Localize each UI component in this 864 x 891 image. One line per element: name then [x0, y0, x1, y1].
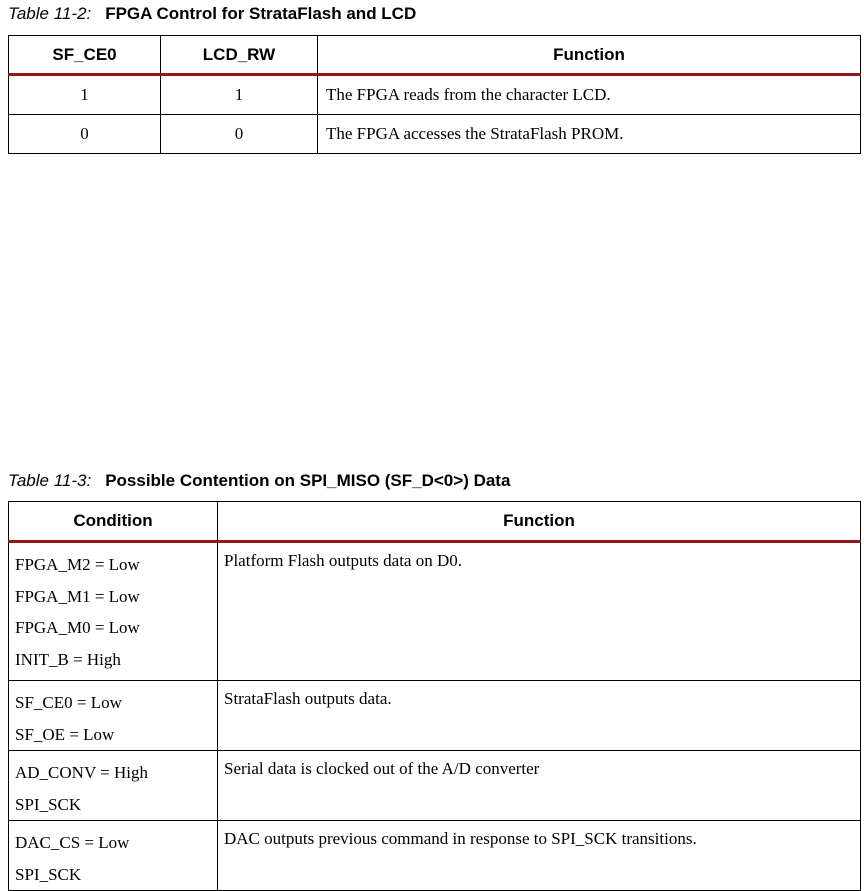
spi-contention-table — [8, 501, 861, 891]
table-header-row — [9, 36, 861, 75]
cell-condition — [9, 542, 218, 681]
table-header-row — [9, 502, 861, 542]
column-header-function: Function — [218, 502, 861, 542]
table-row — [9, 542, 861, 681]
column-header-condition: Condition — [9, 502, 218, 542]
condition-line: FPGA_M2 = Low — [15, 555, 140, 574]
table-title: FPGA Control for StrataFlash and LCD — [105, 4, 417, 23]
condition-line: SF_CE0 = Low — [15, 693, 122, 712]
table-11-3-caption — [8, 471, 510, 491]
column-header-lcd-rw: LCD_RW — [161, 36, 318, 75]
fpga-control-table — [8, 35, 861, 154]
column-header-function: Function — [318, 36, 861, 75]
table-title: Possible Contention on SPI_MISO (SF_D<0>) Data — [105, 471, 511, 490]
column-header-sf-ce0: SF_CE0 — [9, 36, 161, 75]
cell-function: DAC outputs previous command in response to SPI_SCK transitions. — [218, 821, 861, 891]
table-row — [9, 75, 861, 115]
cell-function: Serial data is clocked out of the A/D converter — [218, 751, 861, 821]
table-row — [9, 821, 861, 891]
table-row — [9, 115, 861, 154]
table-number: Table 11-3: — [8, 471, 92, 490]
table-row — [9, 751, 861, 821]
table-row — [9, 681, 861, 751]
condition-line: INIT_B = High — [15, 649, 121, 669]
cell-condition — [9, 681, 218, 751]
cell-sf-ce0: 0 — [9, 115, 161, 154]
condition-line: SF_OE = Low — [15, 724, 115, 744]
cell-condition — [9, 821, 218, 891]
cell-sf-ce0: 1 — [9, 75, 161, 115]
cell-function: The FPGA accesses the StrataFlash PROM. — [318, 115, 861, 154]
table-11-2-caption — [8, 4, 416, 24]
condition-line: AD_CONV = High — [15, 763, 149, 782]
condition-line: SPI_SCK — [15, 864, 82, 884]
condition-line: FPGA_M0 = Low — [15, 618, 140, 637]
cell-condition — [9, 751, 218, 821]
condition-line: DAC_CS = Low — [15, 833, 130, 852]
condition-line: SPI_SCK — [15, 794, 82, 814]
cell-lcd-rw: 0 — [161, 115, 318, 154]
cell-function: StrataFlash outputs data. — [218, 681, 861, 751]
condition-line: FPGA_M1 = Low — [15, 586, 140, 606]
cell-function: The FPGA reads from the character LCD. — [318, 75, 861, 115]
cell-lcd-rw: 1 — [161, 75, 318, 115]
table-number: Table 11-2: — [8, 4, 92, 23]
cell-function: Platform Flash outputs data on D0. — [218, 542, 861, 681]
